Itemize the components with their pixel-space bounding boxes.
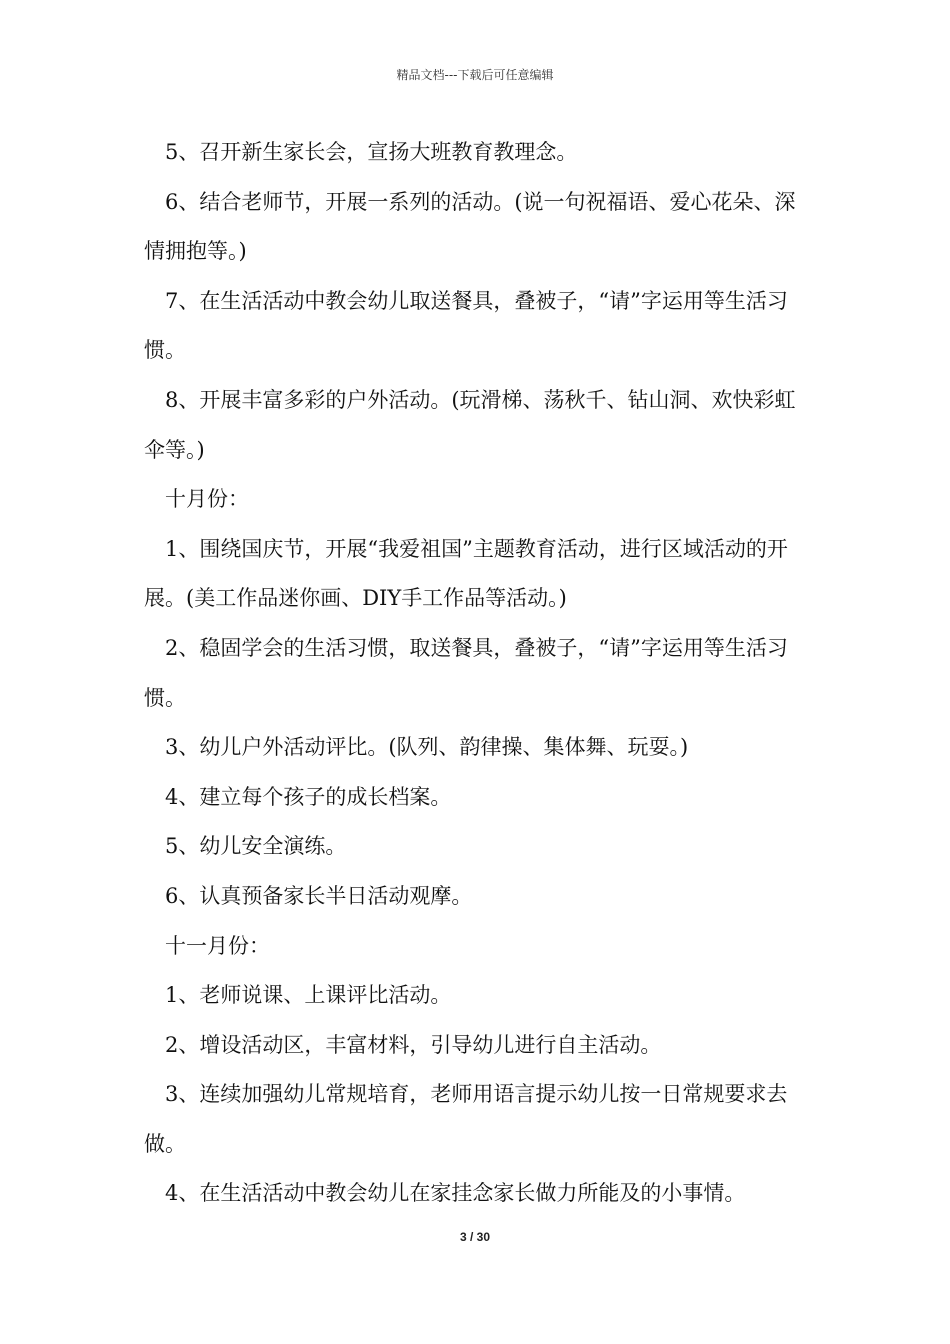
paragraph: 1、老师说课、上课评比活动。 xyxy=(165,983,452,1008)
paragraph: 5、幼儿安全演练。 xyxy=(165,834,347,859)
paragraph: 5、召开新生家长会，宣扬大班教育教理念。 xyxy=(165,140,578,164)
paragraph: 6、结合老师节，开展一系列的活动。(说一句祝福语、爱心花朵、深情拥抱等。) xyxy=(144,189,796,264)
paragraph: 2、增设活动区，丰富材料，引导幼儿进行自主活动。 xyxy=(165,1032,662,1057)
paragraph: 1、围绕国庆节，开展“我爱祖国”主题教育活动，进行区域活动的开展。(美工作品迷你画、DIY手工作品等活动。) xyxy=(144,536,788,611)
paragraph: 6、认真预备家长半日活动观摩。 xyxy=(165,883,473,908)
page-header: 精品文档---下载后可任意编辑 xyxy=(396,68,554,82)
paragraph: 8、开展丰富多彩的户外活动。(玩滑梯、荡秋千、钻山洞、欢快彩虹伞等。) xyxy=(144,387,796,462)
paragraph: 7、在生活活动中教会幼儿取送餐具，叠被子，“请”字运用等生活习惯。 xyxy=(144,288,788,363)
section-heading: 十一月份： xyxy=(165,933,270,958)
paragraph: 4、在生活活动中教会幼儿在家挂念家长做力所能及的小事情。 xyxy=(165,1181,746,1206)
paragraph: 3、幼儿户外活动评比。(队列、韵律操、集体舞、玩耍。) xyxy=(165,735,689,760)
section-heading: 十月份： xyxy=(165,487,249,512)
paragraph: 4、建立每个孩子的成长档案。 xyxy=(165,784,452,809)
page-number: 3 / 30 xyxy=(459,1230,491,1244)
document-body xyxy=(144,128,814,1219)
paragraph: 2、稳固学会的生活习惯，取送餐具，叠被子，“请”字运用等生活习惯。 xyxy=(144,635,788,710)
paragraph: 3、连续加强幼儿常规培育，老师用语言提示幼儿按一日常规要求去做。 xyxy=(144,1082,788,1156)
